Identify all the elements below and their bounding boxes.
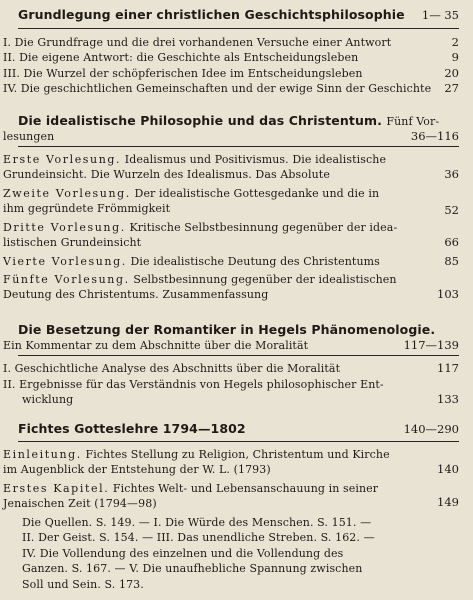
section-subtitle: Ein Kommentar zu dem Abschnitte über die Moralität [3,339,309,352]
list-item-cont: listischen Grundeinsicht [3,236,142,249]
entry-text: Fichtes Stellung zu Religion, Christentum und Kirche [85,448,390,461]
list-item [3,221,398,234]
divider-rule [18,441,459,442]
section-title-geschichtsphilosophie: Grundlegung einer christlichen Geschichtsphilosophie [18,7,405,22]
page-number: 117 [437,361,459,375]
section-pages: 1— 35 [421,8,459,22]
page-number: 20 [444,66,459,80]
subentry-line: II. Der Geist. S. 154. — III. Das unendliche Streben. S. 162. — [22,531,375,544]
subentry-line: Soll und Sein. S. 173. [22,578,144,591]
list-item: II. Die eigene Antwort: die Geschichte als Entscheidungsleben [3,51,359,64]
section-title-main: Die idealistische Philosophie und das Christentum. [18,113,382,128]
entry-text: Die idealistische Deutung des Christentums [130,255,380,268]
list-item [3,153,388,166]
section-title-idealismus [18,113,440,129]
entry-label: Zweite Vorlesung. [3,187,131,200]
list-item-cont: ihm gegründete Frömmigkeit [3,202,171,215]
section-pages: 117—139 [403,338,459,352]
entry-text: Idealismus und Positivismus. Die idealistische [124,153,387,166]
list-item-cont: Deutung des Christentums. Zusammenfassung [3,288,269,301]
entry-text: Der idealistische Gottesgedanke und die in [134,187,380,200]
page-number: 149 [437,495,459,509]
list-item-cont: Grundeinsicht. Die Wurzeln des Idealismus. Das Absolute [3,168,330,181]
section-title-fichte: Fichtes Gotteslehre 1794—1802 [18,421,246,436]
page-number: 52 [444,203,459,217]
subentry-line: Die Quellen. S. 149. — I. Die Würde des Menschen. S. 151. — [22,516,372,529]
entry-label: Erste Vorlesung. [3,153,122,166]
divider-rule [18,146,459,147]
list-item-cont: Jenaischen Zeit (1794—98) [3,497,157,510]
list-item-cont: wicklung [22,393,74,406]
list-item [3,482,388,495]
divider-rule [18,355,459,356]
divider-rule [18,28,459,29]
list-item [3,255,388,268]
page-number: 140 [437,462,459,476]
entry-text: Kritische Selbstbesinnung gegenüber der idea- [129,221,398,234]
page-number: 9 [451,50,459,64]
subentry-line: IV. Die Vollendung des einzelnen und die Vollendung des [22,547,344,560]
entry-label: Dritte Vorlesung. [3,221,126,234]
entry-label: Fünfte Vorlesung. [3,273,130,286]
entry-label: Vierte Vorlesung. [3,255,127,268]
page-number: 85 [444,254,459,268]
section-title-cont-line: lesungen [3,130,55,143]
list-item: I. Die Grundfrage und die drei vorhandenen Versuche einer Antwort [3,36,392,49]
page-number: 36 [444,167,459,181]
subentry-line: Ganzen. S. 167. — V. Die unaufhebliche Spannung zwischen [22,562,363,575]
page-number: 27 [444,81,459,95]
page-number: 2 [451,35,459,49]
list-item [3,187,388,200]
list-item [3,448,388,461]
section-pages: 36—116 [410,129,459,143]
page-number: 66 [444,235,459,249]
section-pages: 140—290 [403,422,459,436]
list-item: III. Die Wurzel der schöpferischen Idee im Entscheidungsleben [3,67,363,80]
entry-label: Einleitung. [3,448,82,461]
list-item: I. Geschichtliche Analyse des Abschnitts über die Moralität [3,362,341,375]
entry-text: Selbstbesinnung gegenüber der idealistischen [133,273,397,286]
list-item-cont: im Augenblick der Entstehung der W. L. (1793) [3,463,271,476]
page-number: 103 [437,287,459,301]
list-item [3,273,397,286]
list-item: IV. Die geschichtlichen Gemeinschaften und der ewige Sinn der Geschichte [3,82,432,95]
section-title-hegel: Die Besetzung der Romantiker in Hegels Phänomenologie. [18,322,436,337]
entry-label: Erstes Kapitel. [3,482,110,495]
section-title-cont: Fünf Vor- [386,115,440,128]
entry-text: Fichtes Welt- und Lebensanschauung in seiner [112,482,379,495]
page-number: 133 [437,392,459,406]
list-item: II. Ergebnisse für das Verständnis von Hegels philosophischer Ent- [3,378,384,391]
